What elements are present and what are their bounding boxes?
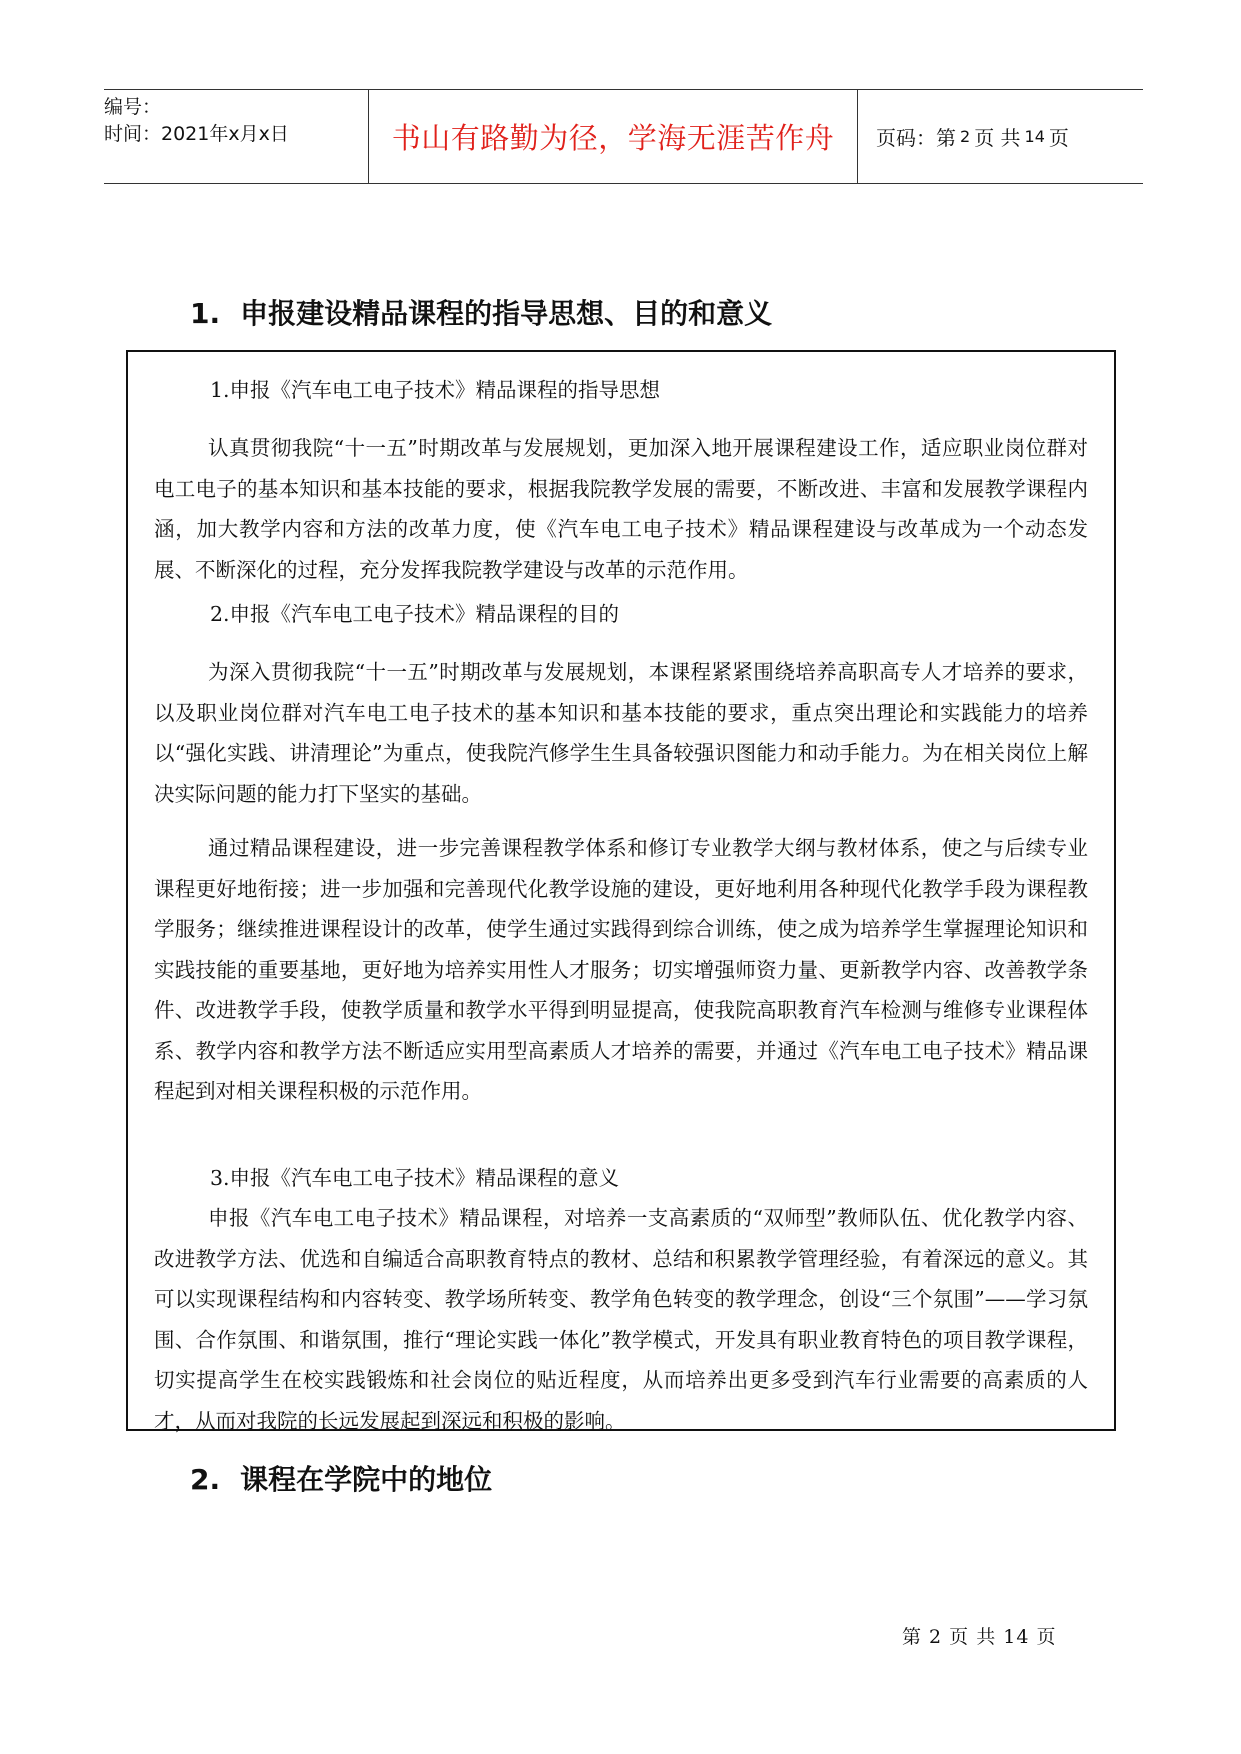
subheading-guiding-ideology: 1.申报《汽车电工电子技术》精品课程的指导思想: [210, 378, 661, 402]
subheading-purpose: 2.申报《汽车电工电子技术》精品课程的目的: [210, 602, 620, 626]
paragraph-purpose: 为深入贯彻我院“十一五”时期改革与发展规划，本课程紧紧围绕培养高职高专人才培养的要求，以及职业岗位群对汽车电工电子技术的基本知识和基本技能的要求，重点突出理论和实践能力的培养以“强化实践、讲清理论”为重点，使我院汽修学生生具备较强识图能力和动手能力。为在相关岗位上解决实际问题的能力打下坚实的基础。: [154, 660, 1088, 806]
section-number: 1.: [190, 297, 221, 330]
section-title: 申报建设精品课程的指导思想、目的和意义: [240, 297, 773, 330]
page-prefix: 页码：第: [876, 126, 956, 150]
header-page-number: [858, 90, 1143, 183]
header-meta: [104, 90, 368, 183]
paragraph-significance: 申报《汽车电工电子技术》精品课程，对培养一支高素质的“双师型”教师队伍、优化教学内容、改进教学方法、优选和自编适合高职教育特点的教材、总结和积累教学管理经验，有着深远的意义。其可以实现课程结构和内容转变、教学场所转变、教学角色转变的教学理念，创设“三个氛围”——学习氛围、合作氛围、和谐氛围，推行“理论实践一体化”教学模式，开发具有职业教育特色的项目教学课程，切实提高学生在校实践锻炼和社会岗位的贴近程度，从而培养出更多受到汽车行业需要的高素质的人才，从而对我院的长远发展起到深远和积极的影响。: [154, 1206, 1088, 1433]
page-mid: 页 共: [974, 126, 1021, 150]
section-heading-2: [190, 1458, 492, 1498]
section-heading-1: [190, 292, 772, 332]
paragraph-course-building: 通过精品课程建设，进一步完善课程教学体系和修订专业教学大纲与教材体系，使之与后续专业课程更好地衔接；进一步加强和完善现代化教学设施的建设，更好地利用各种现代化教学手段为课程教学服务；继续推进课程设计的改革，使学生通过实践得到综合训练，使之成为培养学生掌握理论知识和实践技能的重要基地，更好地为培养实用性人才服务；切实增强师资力量、更新教学内容、改善教学条件、改进教学手段，使教学质量和教学水平得到明显提高，使我院高职教育汽车检测与维修专业课程体系、教学内容和教学方法不断适应实用型高素质人才培养的需要，并通过《汽车电工电子技术》精品课程起到对相关课程积极的示范作用。: [154, 836, 1088, 1103]
page-current: 2: [960, 127, 971, 146]
page-footer: 第 2 页 共 14 页: [902, 1626, 1057, 1648]
content-box: [126, 350, 1116, 1431]
page-header: [104, 89, 1143, 184]
page-suffix: 页: [1048, 126, 1069, 150]
section-title: 课程在学院中的地位: [240, 1463, 493, 1496]
document-time: 时间：2021年x月x日: [104, 123, 289, 145]
subheading-significance: 3.申报《汽车电工电子技术》精品课程的意义: [210, 1166, 620, 1190]
section-number: 2.: [190, 1463, 221, 1496]
header-motto: 书山有路勤为径，学海无涯苦作舟: [368, 90, 858, 183]
paragraph-guiding-ideology: 认真贯彻我院“十一五”时期改革与发展规划，更加深入地开展课程建设工作，适应职业岗位群对电工电子的基本知识和基本技能的要求，根据我院教学发展的需要，不断改进、丰富和发展教学课程内涵，加大教学内容和方法的改革力度，使《汽车电工电子技术》精品课程建设与改革成为一个动态发展、不断深化的过程，充分发挥我院教学建设与改革的示范作用。: [154, 436, 1088, 582]
document-number-label: 编号：: [104, 96, 162, 118]
page-total: 14: [1024, 127, 1045, 146]
